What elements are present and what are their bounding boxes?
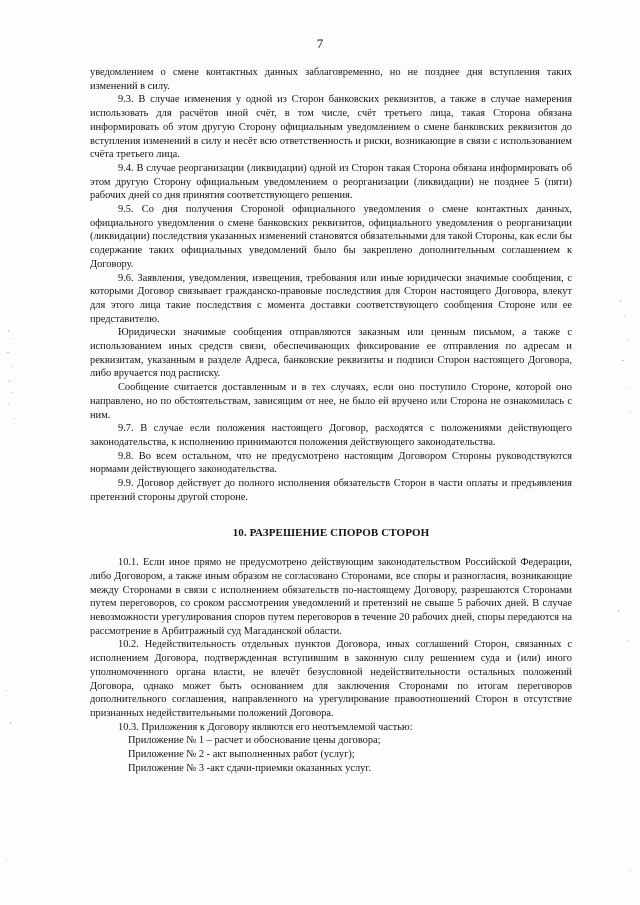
paragraph-legal-messages: Юридически значимые сообщения отправляются заказным или ценным письмом, а также с использованием иных средств связи, обеспечивающих фиксирование ее отправления по адресам и реквизитам, указанным в разделе Адреса, банковские реквизиты и подписи Сторон настоящего Договора, либо вручается под расписку. <box>90 327 572 380</box>
paragraph-10-3: 10.3. Приложения к Договору являются его неотъемлемой частью: <box>118 721 413 733</box>
paragraph-9-8: 9.8. Во всем остальном, что не предусмотрено настоящим Договором Стороны руководствуются нормами действующего законодательства. <box>90 450 572 476</box>
paragraph-9-9: 9.9. Договор действует до полного исполнения обязательств Сторон в части оплаты и предъявления претензий стороны другой стороне. <box>90 478 572 503</box>
paragraph-message-delivered: Сообщение считается доставленным и в тех случаях, если оно поступило Стороне, которой оно направлено, но по обстоятельствам, зависящим от нее, не было ей вручено или Сторона не ознакомилась с ним. <box>90 382 572 421</box>
page-number: 7 <box>316 36 324 51</box>
paragraph-9-2-continuation: уведомлением о смене контактных данных заблаговременно, но не позднее дня вступления таких изменений в силу. <box>90 67 572 92</box>
attachment-item-2: Приложение № 2 - акт выполненных работ (услуг); <box>128 749 355 761</box>
paragraph-9-6: 9.6. Заявления, уведомления, извещения, требования или иные юридически значимые сообщения, с которыми Договор связывает гражданско-правовые последствия для Сторон настоящего Договора, влекут для этого лица такие последствия с момента доставки соответствующего сообщения Стороне или ее представителю. <box>90 272 572 325</box>
paragraph-9-3: 9.3. В случае изменения у одной из Сторон банковских реквизитов, а также в случае намерения использовать для расчётов иной счёт, в том числе, счёт третьего лица, такая Сторона обязана информировать об этом другую Сторону официальным уведомлением о смене банковских реквизитов до вступления изменений в силу и несёт всю ответственность и риски, возникающие в связи с использованием счёта третьего лица. <box>90 94 572 161</box>
paragraph-9-5: 9.5. Со дня получения Стороной официального уведомления о смене контактных данных, официального уведомления о смене банковских реквизитов, официального уведомления о реорганизации (ликвидации) последствия указанных изменений становятся обязательными для такой Стороны, как если бы содержание таких официальных уведомлений было бы закреплено дополнительным соглашением к Договору. <box>90 204 572 270</box>
paragraph-10-1: 10.1. Если иное прямо не предусмотрено действующим законодательством Российской Федерации, либо Договором, а также иным образом не согласовано Сторонами, все споры и разногласия, возникающие между Сторонами в связи с исполнением обязательств по-настоящему Договору, разрешаются Сторонами путем переговоров, со сроком рассмотрения уведомлений и претензий не свыше 5 рабочих дней. В случае невозможности урегулирования споров путем переговоров в течение 20 рабочих дней, споры передаются на рассмотрение в Арбитражный суд Магаданской области. <box>90 557 572 637</box>
paragraph-10-2: 10.2. Недействительность отдельных пунктов Договора, иных соглашений Сторон, связанных с исполнением Договора, подтвержденная вступившим в законную силу решением суда и (или) иного уполномоченного органа власти, не влечёт безусловной недействительности остальных положений Договора, однако может быть основанием для заключения Сторонами по итогам переговоров дополнительного соглашения, направленного на урегулирование правоотношений Сторон в отсутствие признанных недействительными положений Договора. <box>90 639 572 719</box>
document-body <box>90 66 572 775</box>
attachment-item-1: Приложение № 1 – расчет и обоснование цены договора; <box>128 735 381 747</box>
attachment-item-3: Приложение № 3 -акт сдачи-приемки оказанных услуг. <box>128 762 372 774</box>
section-heading-10: 10. РАЗРЕШЕНИЕ СПОРОВ СТОРОН <box>232 526 430 539</box>
paragraph-9-7: 9.7. В случае если положения настоящего Договор, расходятся с положениями действующего законодательства, к исполнению принимаются положения действующего законодательства. <box>90 423 572 448</box>
paragraph-9-4: 9.4. В случае реорганизации (ликвидации) одной из Сторон такая Сторона обязана информировать об этом другую Сторону официальным уведомлением о реорганизации (ликвидации) не позднее 5 (пяти) рабочих дней со дня принятия соответствующего решения. <box>90 162 572 202</box>
